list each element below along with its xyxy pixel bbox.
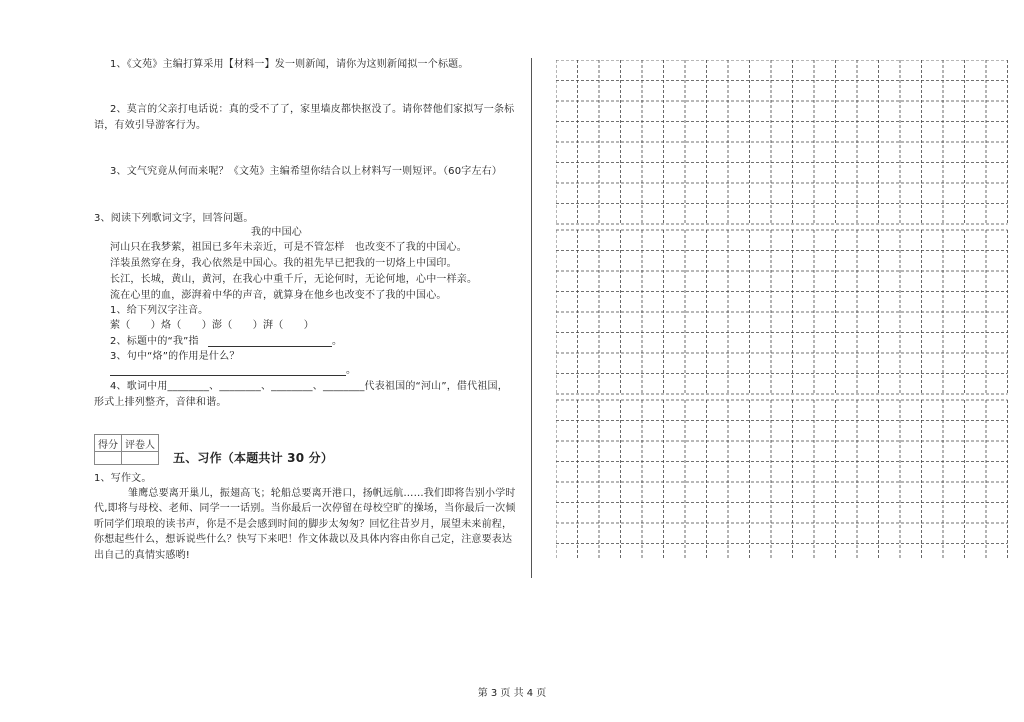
sub-question-4-line2: 形式上排列整齐，音律和谐。: [94, 397, 227, 408]
score-label: 得分: [95, 435, 122, 452]
song-title: 我的中国心: [251, 227, 302, 238]
writing-para-5: 出自己的真情实感哟!: [94, 550, 191, 561]
writing-para-4: 你想起些什么，想诉说些什么？快写下来吧！作文体裁以及具体内容由你自己定，注意要表达: [94, 534, 513, 545]
column-divider: [531, 58, 532, 578]
song-line-2: 洋装虽然穿在身，我心依然是中国心。我的祖先早已把我的一切烙上中国印。: [110, 258, 457, 269]
writing-task: 1、写作文。: [94, 473, 152, 484]
composition-grid[interactable]: [556, 60, 1024, 560]
sub-question-4-line1: 4、歌词中用________、________、________、________代表祖国的“河山”，借代祖国，: [110, 381, 508, 392]
sub-question-3-end: 。: [346, 365, 357, 376]
song-line-1: 河山只在我梦萦，祖国已多年未亲近，可是不管怎样 也改变不了我的中国心。: [110, 242, 467, 253]
question-3: 3、文气究竟从何而来呢？《文苑》主编希望你结合以上材料写一则短评。（60字左右）: [110, 166, 503, 177]
section-5-heading: 五、习作（本题共计 30 分）: [173, 451, 334, 465]
grader-cell[interactable]: [122, 452, 159, 465]
page-footer: 第 3 页 共 4 页: [477, 688, 547, 699]
pinyin-blanks: 萦（ ）烙（ ）澎（ ）湃（ ）: [110, 320, 314, 331]
score-cell[interactable]: [95, 452, 122, 465]
question-1: 1、《文苑》主编打算采用【材料一】发一则新闻，请你为这则新闻拟一个标题。: [110, 59, 469, 70]
writing-para-2: 代,即将与母校、老师、同学一一话别。当你最后一次停留在母校空旷的操场，当你最后一次倾: [94, 503, 516, 514]
question-2-line1: 2、莫言的父亲打电话说：真的受不了了，家里墙皮都快抠没了。请你替他们家拟写一条标: [110, 104, 515, 115]
score-table: [94, 434, 159, 465]
writing-para-1: 雏鹰总要离开巢儿，振翅高飞；轮船总要离开港口，扬帆远航……我们即将告别小学时: [128, 488, 516, 499]
sub-question-1: 1、给下列汉字注音。: [110, 305, 209, 316]
song-line-4: 流在心里的血，澎湃着中华的声音，就算身在他乡也改变不了我的中国心。: [110, 290, 447, 301]
answer-line-2: [208, 346, 332, 347]
writing-para-3: 听同学们琅琅的读书声，你是不是会感到时间的脚步太匆匆？回忆往昔岁月，展望未来前程，: [94, 519, 513, 530]
question-2-line2: 语，有效引导游客行为。: [94, 120, 207, 131]
sub-question-2-end: 。: [332, 336, 343, 347]
reading-instruction: 3、阅读下列歌词文字，回答问题。: [94, 213, 254, 224]
sub-question-3: 3、句中“烙”的作用是什么？: [110, 351, 240, 362]
song-line-3: 长江，长城，黄山，黄河，在我心中重千斤，无论何时，无论何地，心中一样亲。: [110, 274, 478, 285]
answer-line-3: [110, 375, 346, 376]
grader-label: 评卷人: [122, 435, 159, 452]
sub-question-2: 2、标题中的“我”指: [110, 336, 199, 347]
